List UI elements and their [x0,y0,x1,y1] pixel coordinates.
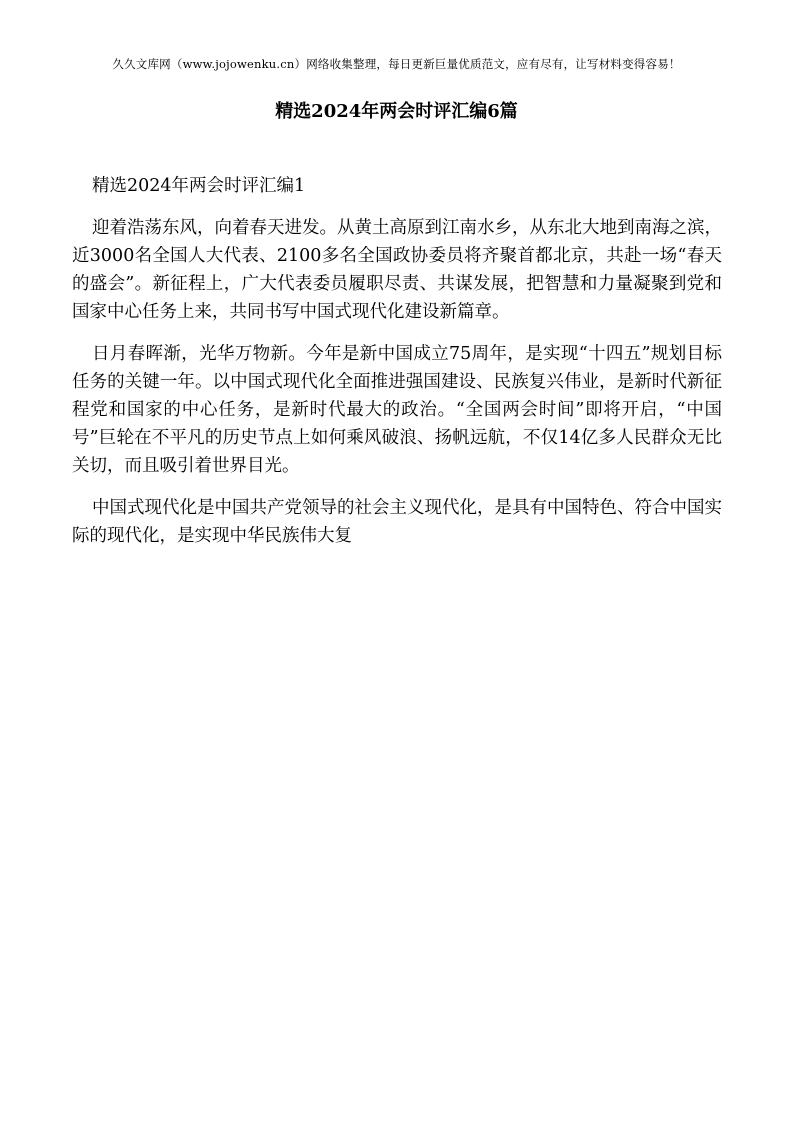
paragraph-3: 中国式现代化是中国共产党领导的社会主义现代化，是具有中国特色、符合中国实际的现代化，是实现中华民族伟大复 [72,498,722,546]
header-note: 久久文库网（www.jojowenku.cn）网络收集整理，每日更新巨量优质范文，应有尽有，让写材料变得容易！ [112,57,681,71]
document-title: 精选2024年两会时评汇编6篇 [275,101,518,122]
section-heading: 精选2024年两会时评汇编1 [92,176,306,196]
paragraph-1: 迎着浩荡东风，向着春天进发。从黄土高原到江南水乡，从东北大地到南海之滨，近3000名全国人大代表、2100多名全国政协委员将齐聚首都北京，共赴一场“春天的盛会”。新征程上，广大代表委员履职尽责、共谋发展，把智慧和力量凝聚到党和国家中心任务上来，共同书写中国式现代化建设新篇章。 [72,218,722,322]
document-body [72,172,722,564]
paragraph-2: 日月春晖渐，光华万物新。今年是新中国成立75周年，是实现“十四五”规划目标任务的关键一年。以中国式现代化全面推进强国建设、民族复兴伟业，是新时代新征程党和国家的中心任务，是新时代最大的政治。“全国两会时间”即将开启，“中国号”巨轮在不平凡的历史节点上如何乘风破浪、扬帆远航，不仅14亿多人民群众无比关切，而且吸引着世界目光。 [72,344,722,476]
